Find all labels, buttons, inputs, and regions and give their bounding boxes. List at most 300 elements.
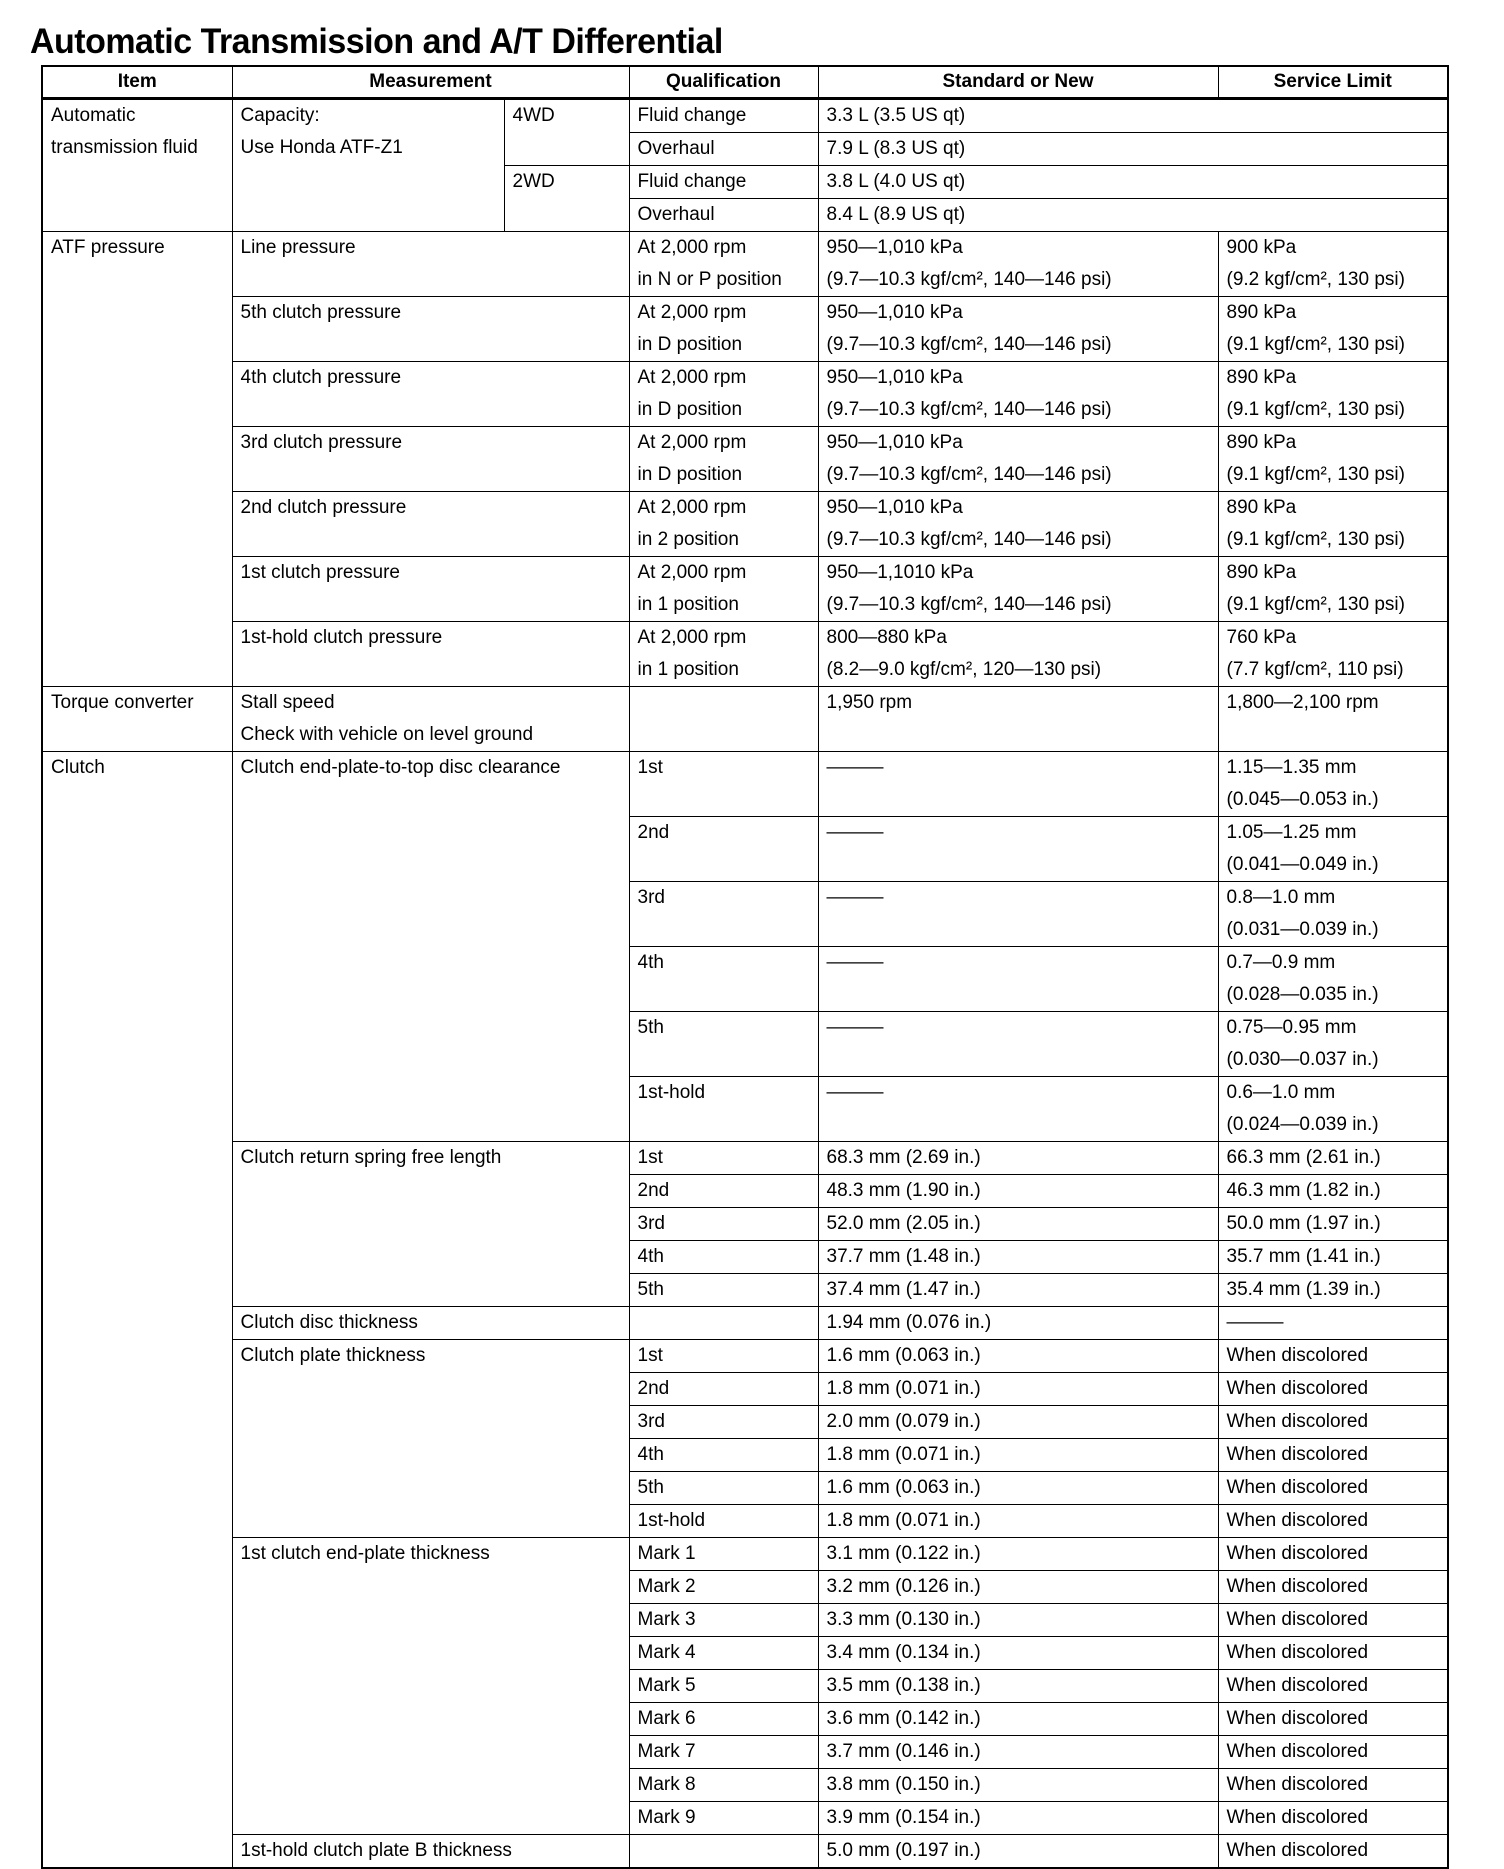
service-limit-cell xyxy=(1218,1472,1448,1505)
standard-cell-line: ——— xyxy=(826,822,884,843)
qualification-cell-line: Mark 7 xyxy=(637,1741,696,1762)
standard-cell xyxy=(818,687,1218,752)
standard-cell-line: 48.3 mm (1.90 in.) xyxy=(826,1180,981,1201)
qualification-cell-line: 5th xyxy=(637,1279,664,1300)
standard-cell-line: (8.2—9.0 kgf/cm², 120—130 psi) xyxy=(826,659,1102,680)
measurement-cell-line: Clutch end-plate-to-top disc clearance xyxy=(240,757,561,778)
service-limit-cell-line: When discolored xyxy=(1226,1807,1369,1828)
qualification-cell-line: At 2,000 rpm xyxy=(637,432,747,453)
service-limit-cell-line: 0.6—1.0 mm xyxy=(1226,1082,1336,1103)
table-row xyxy=(42,622,1448,687)
standard-cell xyxy=(818,1538,1218,1571)
qualification-cell xyxy=(629,362,818,427)
measurement-cell-line: 1st-hold clutch plate B thickness xyxy=(240,1840,512,1861)
service-limit-cell xyxy=(1218,1736,1448,1769)
measurement-cell xyxy=(232,1538,629,1835)
service-limit-cell-line: (9.1 kgf/cm², 130 psi) xyxy=(1226,464,1405,485)
standard-cell xyxy=(818,1670,1218,1703)
qualification-cell-line: Mark 9 xyxy=(637,1807,696,1828)
standard-cell xyxy=(818,1472,1218,1505)
measurement-cell-line: Clutch plate thickness xyxy=(240,1345,426,1366)
service-limit-cell xyxy=(1218,1077,1448,1142)
qualification-cell xyxy=(629,1604,818,1637)
service-limit-cell xyxy=(1218,1208,1448,1241)
service-limit-cell xyxy=(1218,427,1448,492)
item-cell xyxy=(42,752,232,1869)
service-limit-cell xyxy=(1218,622,1448,687)
standard-cell xyxy=(818,557,1218,622)
service-limit-cell-line: 35.7 mm (1.41 in.) xyxy=(1226,1246,1381,1267)
service-limit-cell xyxy=(1218,1241,1448,1274)
measurement-cell xyxy=(232,557,629,622)
item-cell-line: Torque converter xyxy=(51,692,194,713)
service-limit-cell-line: 0.8—1.0 mm xyxy=(1226,887,1336,908)
standard-cell-line: ——— xyxy=(826,757,884,778)
measurement-cell xyxy=(232,232,629,297)
qualification-cell-line: Fluid change xyxy=(637,105,747,126)
service-limit-cell-line: (9.1 kgf/cm², 130 psi) xyxy=(1226,529,1405,550)
standard-cell xyxy=(818,492,1218,557)
drive-type-cell xyxy=(504,99,629,166)
standard-cell-line: 68.3 mm (2.69 in.) xyxy=(826,1147,981,1168)
table-row xyxy=(42,1142,1448,1175)
standard-cell xyxy=(818,1208,1218,1241)
qualification-cell xyxy=(629,232,818,297)
standard-cell-line: (9.7—10.3 kgf/cm², 140—146 psi) xyxy=(826,529,1112,550)
service-limit-cell xyxy=(1218,297,1448,362)
qualification-cell-line: 5th xyxy=(637,1017,664,1038)
qualification-cell xyxy=(629,1802,818,1835)
service-limit-cell xyxy=(1218,1307,1448,1340)
standard-cell xyxy=(818,1241,1218,1274)
qualification-cell-line: in N or P position xyxy=(637,269,782,290)
qualification-cell xyxy=(629,687,818,752)
standard-cell-line: 1.8 mm (0.071 in.) xyxy=(826,1378,981,1399)
standard-cell xyxy=(818,1802,1218,1835)
service-limit-cell xyxy=(1218,1769,1448,1802)
qualification-cell-line: At 2,000 rpm xyxy=(637,237,747,258)
service-limit-cell xyxy=(1218,1505,1448,1538)
standard-cell-line: 7.9 L (8.3 US qt) xyxy=(826,138,966,159)
service-limit-cell xyxy=(1218,1538,1448,1571)
qualification-cell-line: Mark 3 xyxy=(637,1609,696,1630)
service-limit-cell xyxy=(1218,232,1448,297)
standard-cell-line: (9.7—10.3 kgf/cm², 140—146 psi) xyxy=(826,594,1112,615)
standard-cell xyxy=(818,297,1218,362)
qualification-cell xyxy=(629,882,818,947)
standard-cell-line: 950—1,010 kPa xyxy=(826,367,963,388)
standard-cell-line: (9.7—10.3 kgf/cm², 140—146 psi) xyxy=(826,464,1112,485)
service-limit-cell xyxy=(1218,1571,1448,1604)
standard-cell-line: 3.3 mm (0.130 in.) xyxy=(826,1609,981,1630)
measurement-cell-line: Line pressure xyxy=(240,237,356,258)
standard-cell xyxy=(818,1769,1218,1802)
qualification-cell xyxy=(629,427,818,492)
qualification-cell xyxy=(629,1142,818,1175)
service-limit-cell-line: 890 kPa xyxy=(1226,562,1297,583)
measurement-cell-line: Check with vehicle on level ground xyxy=(240,724,534,745)
standard-cell xyxy=(818,1571,1218,1604)
standard-cell-line: 3.3 L (3.5 US qt) xyxy=(826,105,966,126)
qualification-cell xyxy=(629,1241,818,1274)
standard-cell-line: ——— xyxy=(826,1082,884,1103)
standard-cell-line: 1.94 mm (0.076 in.) xyxy=(826,1312,992,1333)
standard-cell-line: 3.6 mm (0.142 in.) xyxy=(826,1708,981,1729)
standard-cell-line: ——— xyxy=(826,952,884,973)
qualification-cell-line: 2nd xyxy=(637,822,670,843)
standard-cell xyxy=(818,817,1218,882)
standard-cell xyxy=(818,1012,1218,1077)
qualification-cell xyxy=(629,1670,818,1703)
service-limit-cell xyxy=(1218,1175,1448,1208)
qualification-cell-line: 1st xyxy=(637,1147,663,1168)
qualification-cell-line: 4th xyxy=(637,1246,664,1267)
service-limit-cell-line: 1.05—1.25 mm xyxy=(1226,822,1357,843)
qualification-cell xyxy=(629,947,818,1012)
measurement-cell xyxy=(232,1307,629,1340)
service-limit-cell-line: When discolored xyxy=(1226,1675,1369,1696)
standard-cell xyxy=(818,232,1218,297)
qualification-cell xyxy=(629,1307,818,1340)
qualification-cell xyxy=(629,1439,818,1472)
service-limit-cell-line: When discolored xyxy=(1226,1378,1369,1399)
header-standard: Standard or New xyxy=(818,66,1218,99)
qualification-cell xyxy=(629,1012,818,1077)
measurement-cell-line: 5th clutch pressure xyxy=(240,302,402,323)
service-limit-cell-line: 890 kPa xyxy=(1226,497,1297,518)
qualification-cell xyxy=(629,1637,818,1670)
table-row xyxy=(42,232,1448,297)
standard-cell-line: (9.7—10.3 kgf/cm², 140—146 psi) xyxy=(826,399,1112,420)
qualification-cell-line: Fluid change xyxy=(637,171,747,192)
qualification-cell xyxy=(629,622,818,687)
standard-cell-line: 1.6 mm (0.063 in.) xyxy=(826,1477,981,1498)
qualification-cell-line: in D position xyxy=(637,334,743,355)
standard-cell-line: 3.4 mm (0.134 in.) xyxy=(826,1642,981,1663)
standard-cell-line: 950—1,010 kPa xyxy=(826,302,963,323)
standard-cell-line: 8.4 L (8.9 US qt) xyxy=(826,204,966,225)
service-limit-cell-line: 50.0 mm (1.97 in.) xyxy=(1226,1213,1381,1234)
table-row xyxy=(42,557,1448,622)
item-cell-line: ATF pressure xyxy=(51,237,165,258)
measurement-cell xyxy=(232,752,629,1142)
service-limit-cell-line: (0.031—0.039 in.) xyxy=(1226,919,1379,940)
service-limit-cell-line: (0.030—0.037 in.) xyxy=(1226,1049,1379,1070)
standard-cell xyxy=(818,1175,1218,1208)
service-limit-cell-line: (9.1 kgf/cm², 130 psi) xyxy=(1226,334,1405,355)
table-row xyxy=(42,297,1448,362)
service-limit-cell-line: 0.7—0.9 mm xyxy=(1226,952,1336,973)
qualification-cell-line: Mark 6 xyxy=(637,1708,696,1729)
service-limit-cell-line: (7.7 kgf/cm², 110 psi) xyxy=(1226,659,1404,680)
drive-type-cell xyxy=(504,166,629,232)
standard-cell xyxy=(818,1340,1218,1373)
standard-cell xyxy=(818,1077,1218,1142)
standard-cell-line: 950—1,1010 kPa xyxy=(826,562,974,583)
standard-cell-line: (9.7—10.3 kgf/cm², 140—146 psi) xyxy=(826,269,1112,290)
qualification-cell-line: in D position xyxy=(637,399,743,420)
qualification-cell xyxy=(629,133,818,166)
service-limit-cell xyxy=(1218,1012,1448,1077)
service-limit-cell-line: 35.4 mm (1.39 in.) xyxy=(1226,1279,1381,1300)
standard-cell xyxy=(818,99,1448,133)
qualification-cell-line: in 1 position xyxy=(637,594,739,615)
standard-cell-line: 1.8 mm (0.071 in.) xyxy=(826,1510,981,1531)
measurement-cell xyxy=(232,687,629,752)
table-row xyxy=(42,1307,1448,1340)
qualification-cell-line: 3rd xyxy=(637,1213,665,1234)
service-limit-cell-line: 46.3 mm (1.82 in.) xyxy=(1226,1180,1381,1201)
qualification-cell-line: 4th xyxy=(637,952,664,973)
standard-cell xyxy=(818,1307,1218,1340)
header-item: Item xyxy=(42,66,232,99)
header-row xyxy=(42,66,1448,99)
service-limit-cell-line: (0.028—0.035 in.) xyxy=(1226,984,1379,1005)
service-limit-cell-line: When discolored xyxy=(1226,1774,1369,1795)
qualification-cell-line: 5th xyxy=(637,1477,664,1498)
standard-cell-line: 37.4 mm (1.47 in.) xyxy=(826,1279,981,1300)
service-limit-cell-line: When discolored xyxy=(1226,1477,1369,1498)
standard-cell-line: 800—880 kPa xyxy=(826,627,947,648)
standard-cell-line: 3.1 mm (0.122 in.) xyxy=(826,1543,981,1564)
qualification-cell xyxy=(629,1736,818,1769)
service-limit-cell xyxy=(1218,1439,1448,1472)
measurement-cell-line: Use Honda ATF-Z1 xyxy=(240,137,403,158)
standard-cell-line: 950—1,010 kPa xyxy=(826,237,963,258)
standard-cell xyxy=(818,947,1218,1012)
standard-cell xyxy=(818,1142,1218,1175)
standard-cell-line: 3.9 mm (0.154 in.) xyxy=(826,1807,981,1828)
service-limit-cell-line: 760 kPa xyxy=(1226,627,1297,648)
service-limit-cell-line: When discolored xyxy=(1226,1708,1369,1729)
standard-cell-line: (9.7—10.3 kgf/cm², 140—146 psi) xyxy=(826,334,1112,355)
drive-type-cell-line: 4WD xyxy=(512,105,555,126)
standard-cell xyxy=(818,166,1448,199)
standard-cell xyxy=(818,1637,1218,1670)
standard-cell xyxy=(818,362,1218,427)
service-limit-cell xyxy=(1218,1604,1448,1637)
qualification-cell xyxy=(629,297,818,362)
qualification-cell xyxy=(629,1274,818,1307)
service-limit-cell-line: 66.3 mm (2.61 in.) xyxy=(1226,1147,1381,1168)
specifications-table xyxy=(41,65,1449,1869)
qualification-cell-line: 2nd xyxy=(637,1180,670,1201)
item-cell-line: Automatic transmission fluid xyxy=(51,105,198,158)
standard-cell xyxy=(818,1604,1218,1637)
measurement-cell-line: Clutch return spring free length xyxy=(240,1147,502,1168)
qualification-cell-line: 3rd xyxy=(637,1411,665,1432)
service-limit-cell-line: (0.045—0.053 in.) xyxy=(1226,789,1379,810)
qualification-cell-line: Overhaul xyxy=(637,204,715,225)
service-limit-cell xyxy=(1218,1373,1448,1406)
measurement-cell-line: Clutch disc thickness xyxy=(240,1312,418,1333)
qualification-cell xyxy=(629,492,818,557)
qualification-cell xyxy=(629,1077,818,1142)
standard-cell-line: 3.8 L (4.0 US qt) xyxy=(826,171,966,192)
qualification-cell xyxy=(629,1175,818,1208)
service-limit-cell xyxy=(1218,817,1448,882)
qualification-cell-line: 1st xyxy=(637,757,663,778)
standard-cell-line: 3.8 mm (0.150 in.) xyxy=(826,1774,981,1795)
service-limit-cell-line: When discolored xyxy=(1226,1411,1369,1432)
qualification-cell xyxy=(629,817,818,882)
standard-cell-line: 37.7 mm (1.48 in.) xyxy=(826,1246,981,1267)
service-limit-cell-line: 890 kPa xyxy=(1226,367,1297,388)
qualification-cell-line: 1st-hold xyxy=(637,1510,706,1531)
standard-cell xyxy=(818,1703,1218,1736)
service-limit-cell-line: (9.2 kgf/cm², 130 psi) xyxy=(1226,269,1405,290)
qualification-cell xyxy=(629,557,818,622)
service-limit-cell-line: 1.15—1.35 mm xyxy=(1226,757,1357,778)
qualification-cell-line: At 2,000 rpm xyxy=(637,497,747,518)
qualification-cell xyxy=(629,1571,818,1604)
measurement-cell xyxy=(232,1142,629,1307)
item-cell xyxy=(42,99,232,232)
measurement-cell xyxy=(232,492,629,557)
service-limit-cell xyxy=(1218,1274,1448,1307)
service-limit-cell xyxy=(1218,882,1448,947)
qualification-cell-line: 1st-hold xyxy=(637,1082,706,1103)
qualification-cell-line: At 2,000 rpm xyxy=(637,627,747,648)
standard-cell-line: ——— xyxy=(826,887,884,908)
measurement-cell xyxy=(232,622,629,687)
service-limit-cell-line: 1,800—2,100 rpm xyxy=(1226,692,1379,713)
service-limit-cell-line: When discolored xyxy=(1226,1741,1369,1762)
measurement-cell xyxy=(232,297,629,362)
table-row xyxy=(42,362,1448,427)
standard-cell-line: 2.0 mm (0.079 in.) xyxy=(826,1411,981,1432)
service-limit-cell-line: (9.1 kgf/cm², 130 psi) xyxy=(1226,399,1405,420)
standard-cell-line: ——— xyxy=(826,1017,884,1038)
table-row xyxy=(42,752,1448,817)
service-limit-cell-line: When discolored xyxy=(1226,1642,1369,1663)
measurement-cell xyxy=(232,362,629,427)
standard-cell-line: 950—1,010 kPa xyxy=(826,432,963,453)
item-cell xyxy=(42,687,232,752)
measurement-cell-line: 4th clutch pressure xyxy=(240,367,402,388)
table-row xyxy=(42,687,1448,752)
standard-cell-line: 3.7 mm (0.146 in.) xyxy=(826,1741,981,1762)
standard-cell-line: 52.0 mm (2.05 in.) xyxy=(826,1213,981,1234)
qualification-cell-line: At 2,000 rpm xyxy=(637,367,747,388)
service-limit-cell xyxy=(1218,1340,1448,1373)
standard-cell-line: 1.6 mm (0.063 in.) xyxy=(826,1345,981,1366)
qualification-cell-line: in 2 position xyxy=(637,529,739,550)
table-row xyxy=(42,1340,1448,1373)
service-limit-cell xyxy=(1218,1406,1448,1439)
service-limit-cell xyxy=(1218,362,1448,427)
qualification-cell-line: Mark 2 xyxy=(637,1576,696,1597)
service-limit-cell-line: 0.75—0.95 mm xyxy=(1226,1017,1357,1038)
qualification-cell xyxy=(629,199,818,232)
service-limit-cell-line: 900 kPa xyxy=(1226,237,1297,258)
item-cell-line: Clutch xyxy=(51,757,105,778)
standard-cell-line: 3.5 mm (0.138 in.) xyxy=(826,1675,981,1696)
measurement-cell-line: Stall speed xyxy=(240,692,335,713)
standard-cell-line: 5.0 mm (0.197 in.) xyxy=(826,1840,981,1861)
measurement-cell-line: Capacity: xyxy=(240,105,320,126)
measurement-cell-line: 1st clutch pressure xyxy=(240,562,400,583)
drive-type-cell-line: 2WD xyxy=(512,171,555,192)
service-limit-cell xyxy=(1218,1637,1448,1670)
qualification-cell xyxy=(629,1208,818,1241)
qualification-cell-line: Mark 8 xyxy=(637,1774,696,1795)
qualification-cell-line: Mark 1 xyxy=(637,1543,696,1564)
measurement-cell xyxy=(232,1340,629,1538)
standard-cell xyxy=(818,199,1448,232)
qualification-cell-line: in D position xyxy=(637,464,743,485)
page-title: Automatic Transmission and A/T Differential xyxy=(30,22,723,61)
standard-cell xyxy=(818,1439,1218,1472)
qualification-cell xyxy=(629,166,818,199)
standard-cell xyxy=(818,427,1218,492)
qualification-cell xyxy=(629,1703,818,1736)
service-limit-cell-line: 890 kPa xyxy=(1226,302,1297,323)
qualification-cell xyxy=(629,1769,818,1802)
measurement-cell-line: 1st-hold clutch pressure xyxy=(240,627,443,648)
service-limit-cell xyxy=(1218,492,1448,557)
standard-cell xyxy=(818,622,1218,687)
service-limit-cell xyxy=(1218,687,1448,752)
service-limit-cell-line: When discolored xyxy=(1226,1345,1369,1366)
qualification-cell-line: 3rd xyxy=(637,887,665,908)
table-row xyxy=(42,427,1448,492)
qualification-cell-line: 4th xyxy=(637,1444,664,1465)
table-row xyxy=(42,492,1448,557)
qualification-cell xyxy=(629,1538,818,1571)
service-limit-cell-line: When discolored xyxy=(1226,1543,1369,1564)
standard-cell-line: 1,950 rpm xyxy=(826,692,913,713)
qualification-cell xyxy=(629,1340,818,1373)
service-limit-cell-line: When discolored xyxy=(1226,1609,1369,1630)
qualification-cell-line: Mark 5 xyxy=(637,1675,696,1696)
standard-cell-line: 950—1,010 kPa xyxy=(826,497,963,518)
service-limit-cell-line: 890 kPa xyxy=(1226,432,1297,453)
qualification-cell-line: Overhaul xyxy=(637,138,715,159)
service-limit-cell-line: When discolored xyxy=(1226,1840,1369,1861)
standard-cell xyxy=(818,1406,1218,1439)
standard-cell xyxy=(818,1736,1218,1769)
service-limit-cell-line: (0.024—0.039 in.) xyxy=(1226,1114,1379,1135)
service-limit-cell xyxy=(1218,1802,1448,1835)
service-limit-cell xyxy=(1218,947,1448,1012)
service-limit-cell-line: When discolored xyxy=(1226,1444,1369,1465)
qualification-cell-line: 1st xyxy=(637,1345,663,1366)
qualification-cell xyxy=(629,1373,818,1406)
header-qualification: Qualification xyxy=(629,66,818,99)
table-row xyxy=(42,1538,1448,1571)
service-limit-cell-line: (0.041—0.049 in.) xyxy=(1226,854,1379,875)
standard-cell xyxy=(818,752,1218,817)
header-measurement: Measurement xyxy=(232,66,629,99)
item-cell xyxy=(42,232,232,687)
standard-cell xyxy=(818,133,1448,166)
measurement-cell xyxy=(232,99,504,232)
standard-cell xyxy=(818,882,1218,947)
measurement-cell-line: 3rd clutch pressure xyxy=(240,432,403,453)
service-limit-cell xyxy=(1218,557,1448,622)
service-limit-cell xyxy=(1218,1703,1448,1736)
service-limit-cell xyxy=(1218,1670,1448,1703)
measurement-cell xyxy=(232,427,629,492)
standard-cell xyxy=(818,1274,1218,1307)
measurement-cell-line: 2nd clutch pressure xyxy=(240,497,407,518)
service-limit-cell-line: When discolored xyxy=(1226,1510,1369,1531)
qualification-cell-line: At 2,000 rpm xyxy=(637,562,747,583)
service-limit-cell-line: ——— xyxy=(1226,1312,1284,1333)
header-service-limit: Service Limit xyxy=(1218,66,1448,99)
standard-cell xyxy=(818,1505,1218,1538)
